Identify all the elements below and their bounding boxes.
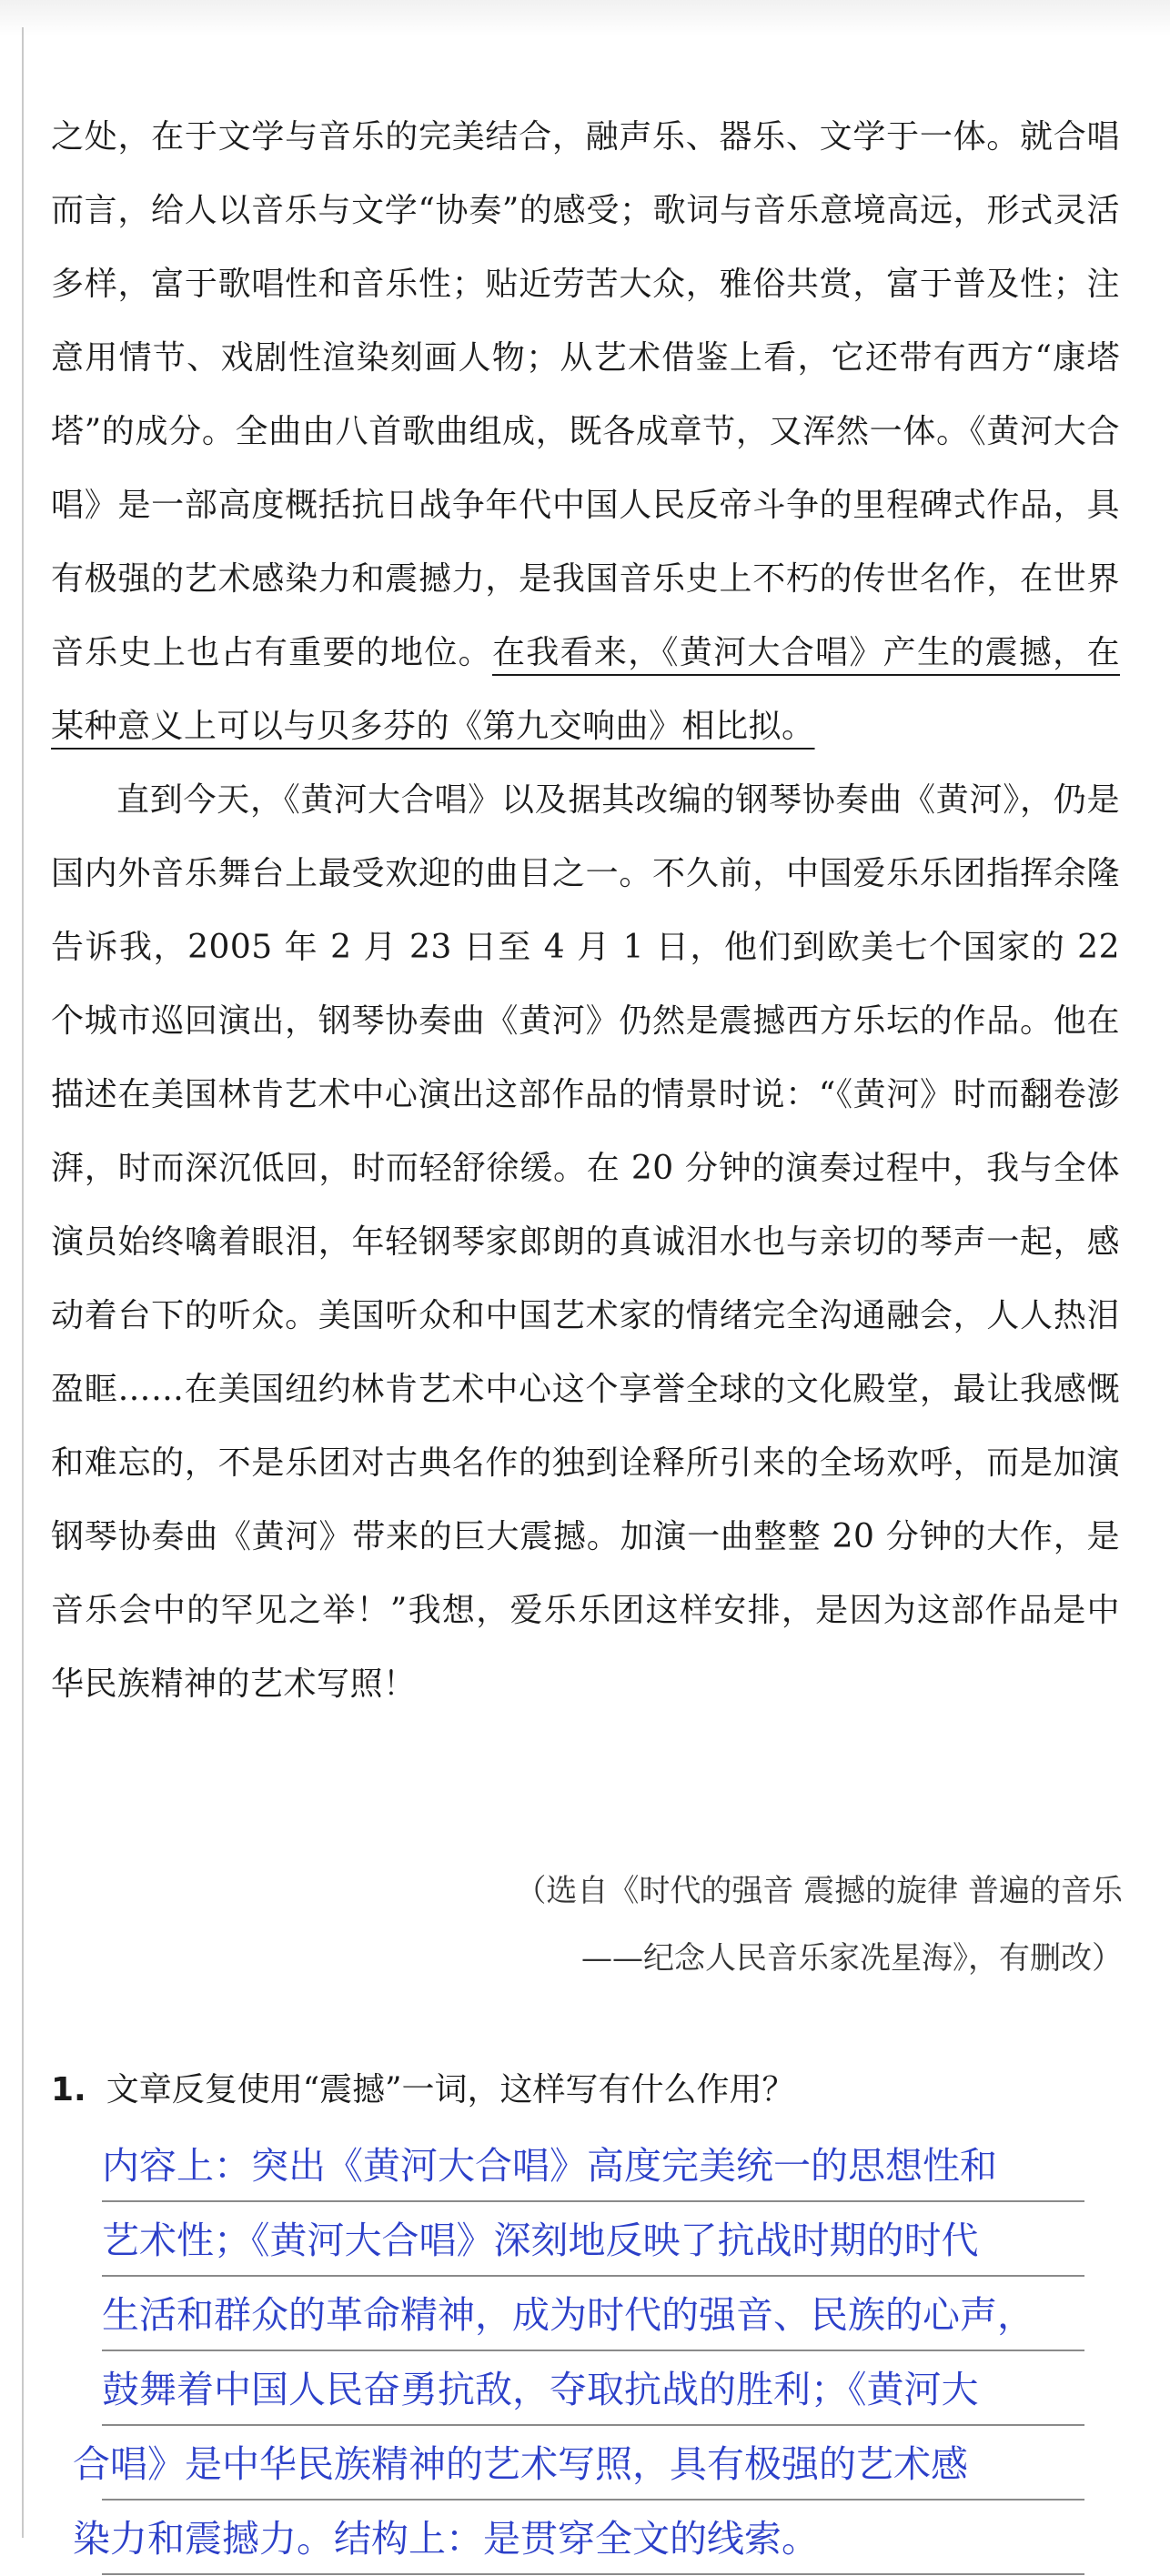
answer-line-1: 内容上：突出《黄河大合唱》高度完美统一的思想性和 (102, 2144, 997, 2188)
paragraph-1-text: 之处，在于文学与音乐的完美结合，融声乐、器乐、文学于一体。就合唱而言，给人以音乐与文学“协奏”的感受；歌词与音乐意境高远，形式灵活多样，富于歌唱性和音乐性；贴近劳苦大众，雅俗共赏，富于普及性；注意用情节、戏剧性渲染刻画人物；从艺术借鉴上看，它还带有西方“康塔塔”的成分。全曲由八首歌曲组成，既各成章节，又浑然一体。《黄河大合唱》是一部高度概括抗日战争年代中国人民反帝斗争的里程碑式作品，具有极强的艺术感染力和震撼力，是我国音乐史上不朽的传世名作，在世界音乐史上也占有重要的地位。 (51, 118, 1120, 671)
page-margin-rule (22, 27, 24, 2538)
passage-paragraph-1 (51, 100, 1120, 763)
underlined-sentence: 在我看来，《黄河大合唱》产生的震撼，在某种意义上可以与贝多芬的《第九交响曲》相比拟。 (51, 634, 1120, 745)
handwritten-answer (73, 2128, 1084, 2576)
answer-line-6: 染力和震撼力。结构上：是贯穿全文的线索。 (73, 2517, 819, 2561)
question-1 (51, 2063, 1125, 2118)
source-citation (304, 1857, 1123, 1992)
question-number: 1. (51, 2071, 86, 2108)
page-top-shade (0, 0, 1170, 36)
question-text: 文章反复使用“震撼”一词，这样写有什么作用？ (106, 2071, 795, 2108)
answer-line-5: 合唱》是中华民族精神的艺术写照，具有极强的艺术感 (73, 2442, 968, 2486)
answer-line-3: 生活和群众的革命精神，成为时代的强音、民族的心声， (102, 2293, 1034, 2337)
passage-paragraph-2: 直到今天，《黄河大合唱》以及据其改编的钢琴协奏曲《黄河》，仍是国内外音乐舞台上最受欢迎的曲目之一。不久前，中国爱乐乐团指挥余隆告诉我，2005 年 2 月 23 日至 4 月 1 日，他们到欧美七个国家的 22 个城市巡回演出，钢琴协奏曲《黄河》仍然是震撼西方乐坛的作品。他在描述在美国林肯艺术中心演出这部作品的情景时说：“《黄河》时而翻卷澎湃，时而深沉低回，时而轻舒徐缓。在 20 分钟的演奏过程中，我与全体演员始终噙着眼泪，年轻钢琴家郎朗的真诚泪水也与亲切的琴声一起，感动着台下的听众。美国听众和中国艺术家的情绪完全沟通融会，人人热泪盈眶……在美国纽约林肯艺术中心这个享誉全球的文化殿堂，最让我感慨和难忘的，不是乐团对古典名作的独到诠释所引来的全场欢呼，而是加演钢琴协奏曲《黄河》带来的巨大震撼。加演一曲整整 20 分钟的大作，是音乐会中的罕见之举！”我想，爱乐乐团这样安排，是因为这部作品是中华民族精神的艺术写照！ (51, 781, 1120, 1703)
source-line-2: ——纪念人民音乐家冼星海》，有删改） (581, 1940, 1123, 1977)
answer-line-4: 鼓舞着中国人民奋勇抗敌，夺取抗战的胜利；《黄河大 (102, 2368, 979, 2411)
passage-body (51, 100, 1120, 1721)
answer-line-2: 艺术性；《黄河大合唱》深刻地反映了抗战时期的时代 (102, 2219, 979, 2262)
source-line-1: （选自《时代的强音 震撼的旋律 普遍的音乐 (515, 1873, 1123, 1909)
